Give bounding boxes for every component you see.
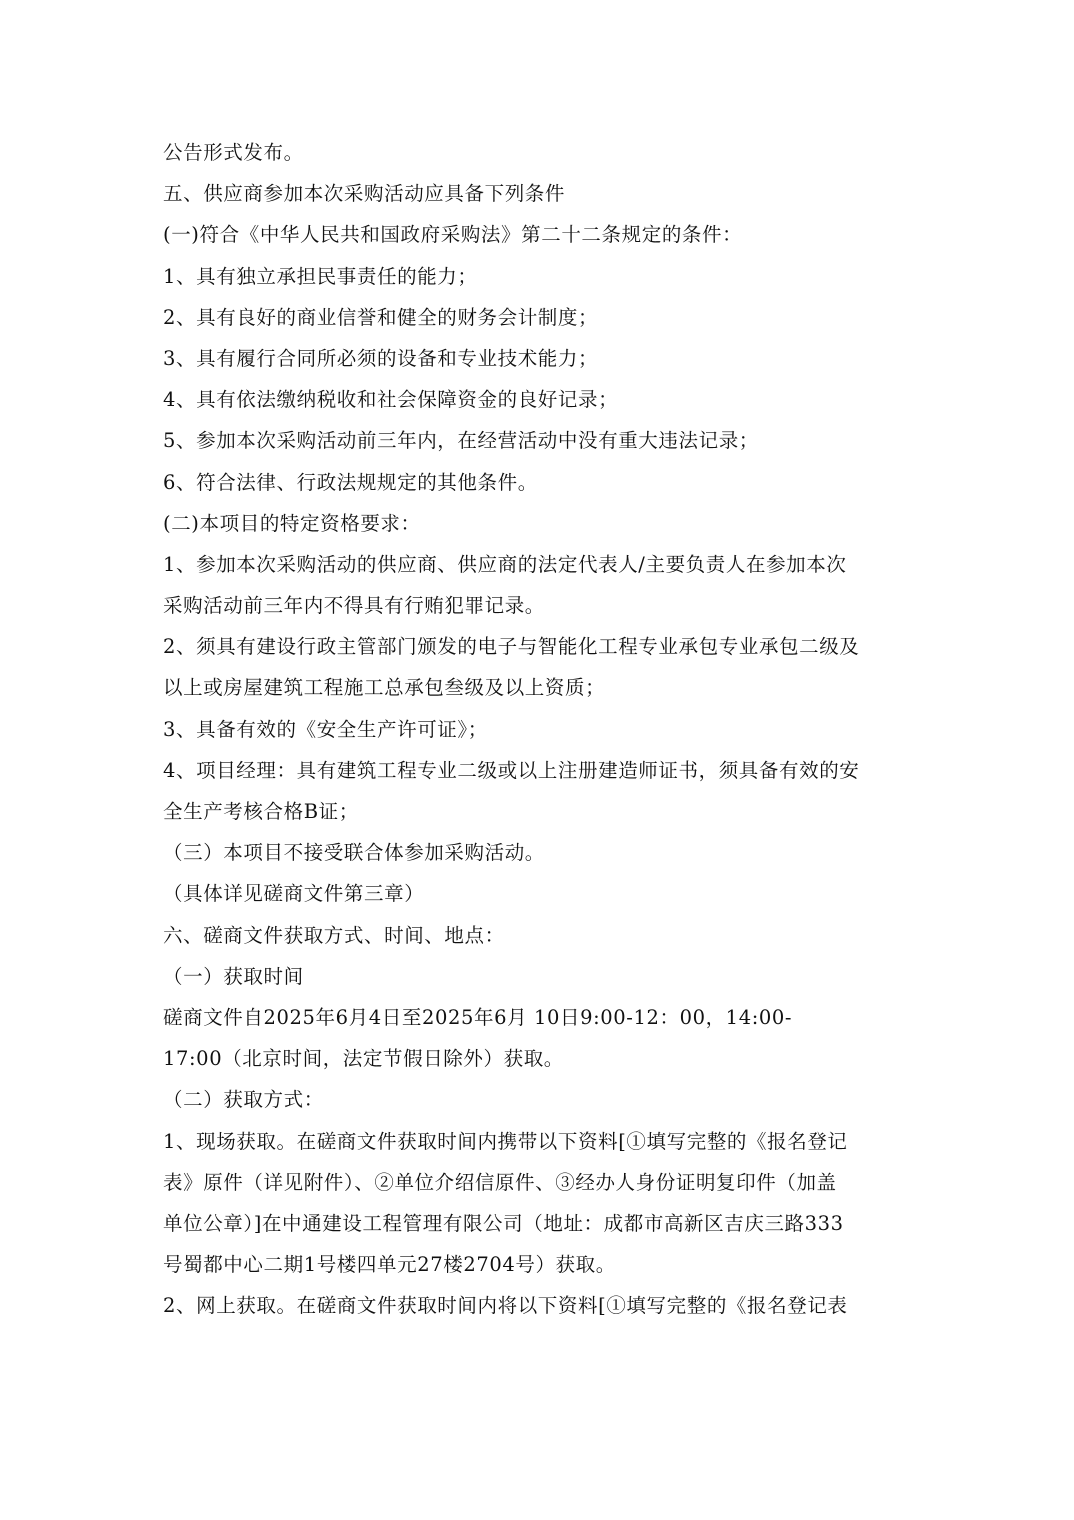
- text-line: 2、网上获取。在磋商文件获取时间内将以下资料[①填写完整的《报名登记表: [163, 1294, 848, 1318]
- text-line: 磋商文件自2025年6月4日至2025年6月 10日9:00-12：00，14:00-: [163, 1005, 793, 1029]
- text-line: 3、具备有效的《安全生产许可证》；: [163, 717, 488, 741]
- subsection-heading: （一）获取时间: [163, 964, 304, 988]
- subsection-heading: （二）获取方式：: [163, 1088, 324, 1112]
- text-line: 号蜀都中心二期1号楼四单元27楼2704号）获取。: [163, 1253, 616, 1277]
- text-line: 表》原件（详见附件）、②单位介绍信原件、③经办人身份证明复印件（加盖: [163, 1170, 837, 1194]
- text-line: 3、具有履行合同所必须的设备和专业技术能力；: [163, 346, 599, 370]
- section-heading: 五、供应商参加本次采购活动应具备下列条件: [163, 182, 566, 206]
- text-line: 2、须具有建设行政主管部门颁发的电子与智能化工程专业承包专业承包二级及: [163, 635, 860, 659]
- text-line: 5、参加本次采购活动前三年内，在经营活动中没有重大违法记录；: [163, 429, 759, 453]
- text-line: 1、参加本次采购活动的供应商、供应商的法定代表人/主要负责人在参加本次: [163, 552, 847, 576]
- text-line: 公告形式发布。: [163, 141, 304, 164]
- text-line: 17:00（北京时间，法定节假日除外）获取。: [163, 1047, 564, 1071]
- text-line: 4、具有依法缴纳税收和社会保障资金的良好记录；: [163, 388, 619, 412]
- text-line: 采购活动前三年内不得具有行贿犯罪记录。: [163, 594, 545, 618]
- text-line: （具体详见磋商文件第三章）: [163, 882, 425, 906]
- subsection-heading: （三）本项目不接受联合体参加采购活动。: [163, 841, 545, 865]
- text-line: 6、符合法律、行政法规规定的其他条件。: [163, 470, 538, 494]
- text-line: 2、具有良好的商业信誉和健全的财务会计制度；: [163, 305, 599, 329]
- section-heading: 六、磋商文件获取方式、时间、地点：: [163, 923, 505, 947]
- text-line: 全生产考核合格B证；: [163, 800, 359, 823]
- subsection-heading: (一)符合《中华人民共和国政府采购法》第二十二条规定的条件：: [163, 223, 743, 247]
- text-line: 4、项目经理：具有建筑工程专业二级或以上注册建造师证书，须具备有效的安: [163, 758, 860, 782]
- text-line: 1、具有独立承担民事责任的能力；: [163, 264, 478, 288]
- document-page: [163, 132, 913, 1326]
- text-line: 以上或房屋建筑工程施工总承包叁级及以上资质；: [163, 676, 606, 700]
- text-line: 单位公章）]在中通建设工程管理有限公司（地址：成都市高新区吉庆三路333: [163, 1211, 844, 1235]
- subsection-heading: (二)本项目的特定资格要求：: [163, 511, 421, 535]
- text-line: 1、现场获取。在磋商文件获取时间内携带以下资料[①填写完整的《报名登记: [163, 1129, 848, 1153]
